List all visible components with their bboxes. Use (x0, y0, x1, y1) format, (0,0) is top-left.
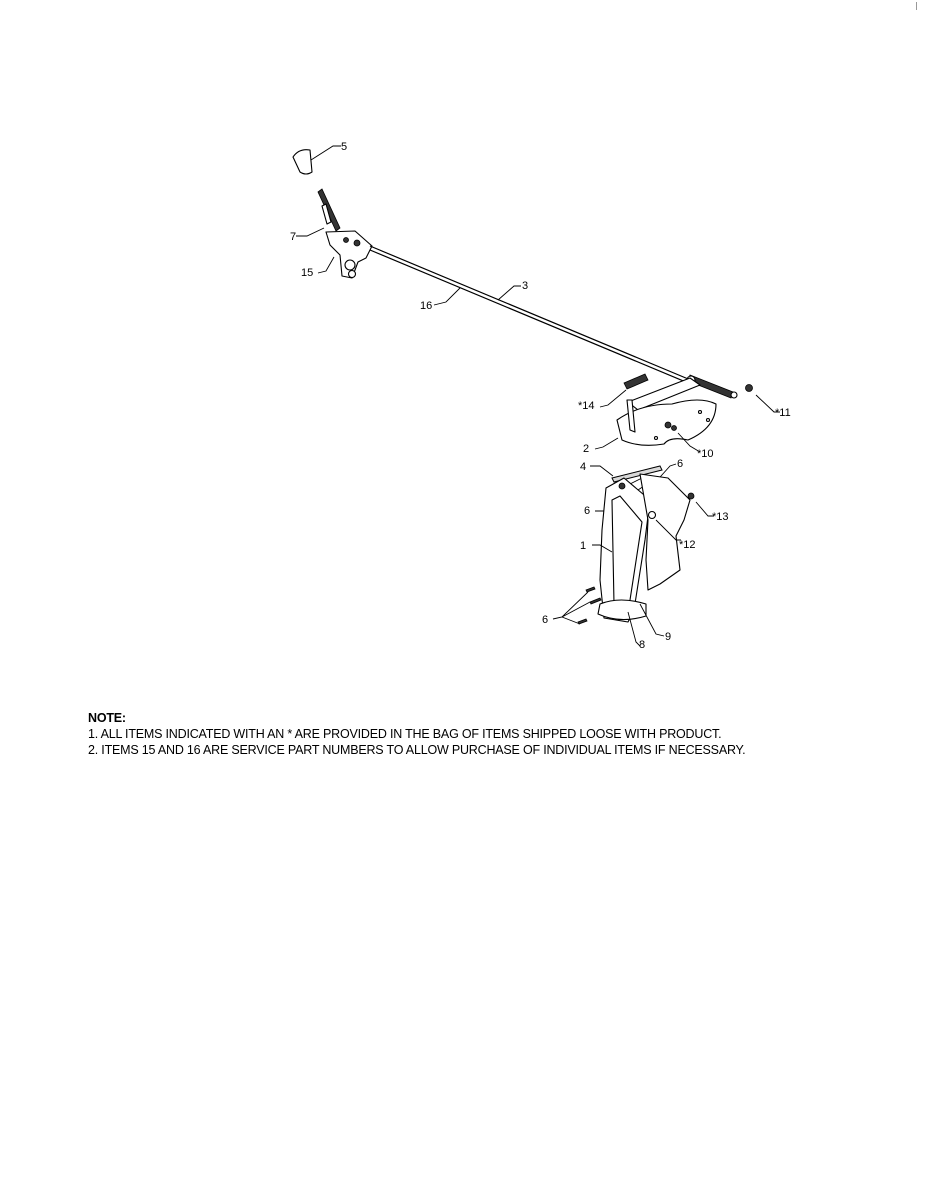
callout-5: 5 (341, 141, 348, 153)
part-6-bolts-lower (542, 587, 601, 626)
notes-heading: NOTE: (88, 711, 126, 725)
callout-6-lower: 6 (542, 614, 549, 626)
callout-14: *14 (578, 400, 595, 412)
callout-16: 16 (420, 300, 433, 312)
callout-1: 1 (580, 540, 587, 552)
part-11-nut (746, 385, 791, 420)
note-item-2: 2. ITEMS 15 AND 16 ARE SERVICE PART NUMBERS TO ALLOW PURCHASE OF INDIVIDUAL ITEMS IF NECESSARY. (88, 743, 746, 757)
notes-block (88, 710, 888, 758)
note-item-1: 1. ALL ITEMS INDICATED WITH AN * ARE PROVIDED IN THE BAG OF ITEMS SHIPPED LOOSE WITH PRODUCT. (88, 727, 722, 741)
part-2-deflector (583, 378, 716, 460)
callout-3: 3 (522, 280, 529, 292)
part-15-lever-assembly (290, 189, 372, 279)
callout-8: 8 (639, 639, 646, 651)
callout-6-upper-left: 6 (584, 505, 591, 517)
callout-4: 4 (580, 461, 587, 473)
callout-9: 9 (665, 631, 672, 643)
callout-12: *12 (679, 539, 696, 551)
callout-10: *10 (697, 448, 714, 460)
callout-13: *13 (712, 511, 729, 523)
callout-6-upper-right: 6 (677, 458, 684, 470)
part-16-shift-rod (370, 246, 737, 398)
part-13-nut (688, 493, 729, 523)
callout-15: 15 (301, 267, 314, 279)
callout-7: 7 (290, 231, 297, 243)
part-5-knob (293, 141, 347, 174)
callout-2: 2 (583, 443, 590, 455)
callout-11: *11 (775, 407, 791, 419)
